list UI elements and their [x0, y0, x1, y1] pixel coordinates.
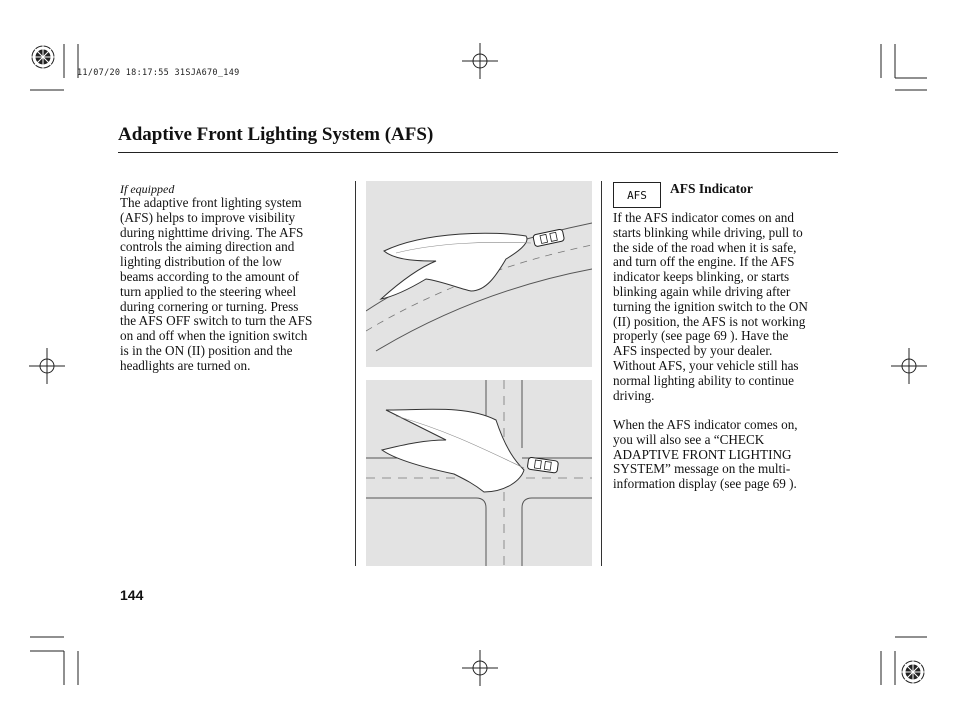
title-rule: [118, 152, 838, 153]
afs-indicator-text: If the AFS indicator comes on and starts blinking while driving, pull to the side of the road when it is safe, and turn off the engine. If the AFS indicator keeps blinking, or starts blinking again while driving after turning the ignition switch to the ON (II) position, the AFS is not working properly (see page 69 ). Have the AFS inspected by your dealer. Without AFS, your vehicle still has normal lighting ability to continue driving.: [613, 210, 808, 403]
afs-indicator-heading: AFS Indicator: [670, 181, 753, 196]
afs-indicator-icon: AFS: [613, 182, 661, 208]
registration-target-bottom-right: [899, 658, 927, 686]
afs-description: The adaptive front lighting system (AFS) helps to improve visibility during nighttime driving. The AFS controls the aiming direction and lighting distribution of the low beams according to the amount of turn applied to the steering wheel during cornering or turning. Press the AFS OFF switch to turn the AFS on and off when the ignition switch is in the ON (II) position and the headlights are turned on.: [120, 195, 313, 373]
car-icon: [533, 229, 565, 247]
car-icon: [527, 457, 558, 473]
registration-target-top-left: [29, 43, 57, 71]
column-divider-right: [601, 181, 602, 566]
illustration-cornering: [366, 181, 592, 367]
print-timestamp: 11/07/20 18:17:55 31SJA670_149: [77, 68, 240, 78]
page-number: 144: [120, 587, 144, 603]
afs-message-text: When the AFS indicator comes on, you will also see a “CHECK ADAPTIVE FRONT LIGHTING SYSTEM” message on the multi- information display (see page 69 ).: [613, 417, 798, 492]
page-title: Adaptive Front Lighting System (AFS): [118, 124, 434, 145]
equipment-note: If equipped: [120, 182, 175, 196]
illustration-intersection: [366, 380, 592, 566]
column-divider-left: [355, 181, 356, 566]
